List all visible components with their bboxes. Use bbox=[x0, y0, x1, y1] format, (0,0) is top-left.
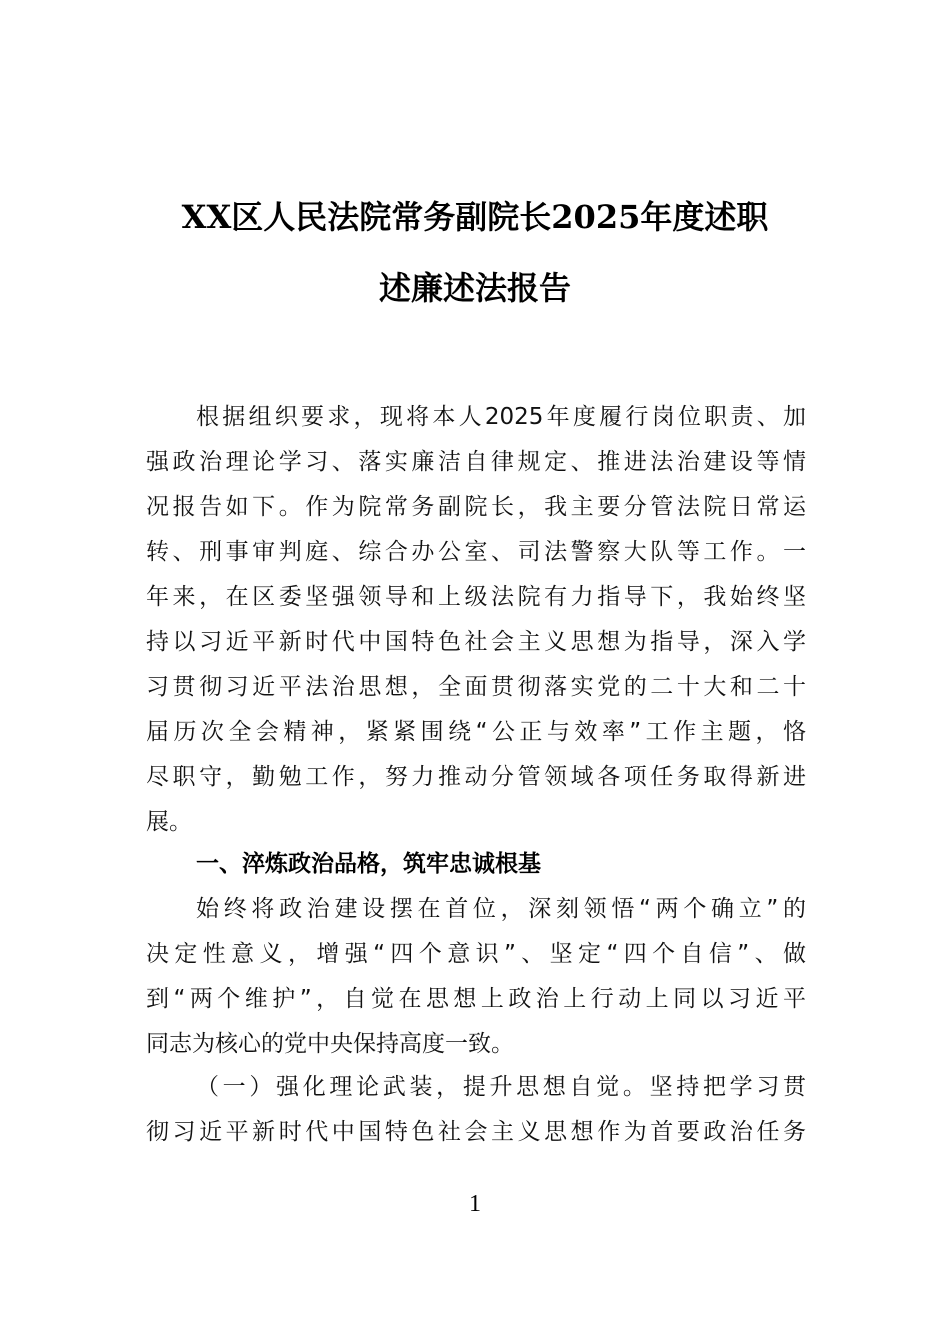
paragraph-line: 持以习近平新时代中国特色社会主义思想为指导，深入学 bbox=[146, 629, 806, 655]
document-title-line-1: XX区人民法院常务副院长2025年度述职 bbox=[181, 198, 769, 236]
subsection-lead-line: （一）强化理论武装，提升思想自觉。坚持把学习贯 bbox=[196, 1074, 806, 1100]
paragraph-line: 展。 bbox=[146, 809, 192, 835]
page-number: 1 bbox=[469, 1191, 481, 1217]
paragraph-line: 同志为核心的党中央保持高度一致。 bbox=[146, 1031, 514, 1057]
paragraph-line: 始终将政治建设摆在首位，深刻领悟“两个确立”的 bbox=[196, 896, 806, 922]
paragraph-line: 彻习近平新时代中国特色社会主义思想作为首要政治任务 bbox=[146, 1119, 806, 1145]
paragraph-line: 届历次全会精神，紧紧围绕“公正与效率”工作主题，恪 bbox=[146, 719, 806, 745]
paragraph-line: 转、刑事审判庭、综合办公室、司法警察大队等工作。一 bbox=[146, 539, 806, 565]
paragraph-line: 到“两个维护”，自觉在思想上政治上行动上同以习近平 bbox=[146, 986, 806, 1012]
paragraph-line: 年来，在区委坚强领导和上级法院有力指导下，我始终坚 bbox=[146, 584, 806, 610]
section-heading: 一、淬炼政治品格，筑牢忠诚根基 bbox=[196, 851, 541, 877]
document-title-line-2: 述廉述法报告 bbox=[378, 269, 571, 307]
paragraph-line: 决定性意义，增强“四个意识”、坚定“四个自信”、做 bbox=[146, 941, 806, 967]
paragraph-line: 尽职守，勤勉工作，努力推动分管领域各项任务取得新进 bbox=[146, 764, 806, 790]
paragraph-line: 况报告如下。作为院常务副院长，我主要分管法院日常运 bbox=[146, 494, 806, 520]
paragraph-line: 强政治理论学习、落实廉洁自律规定、推进法治建设等情 bbox=[146, 449, 806, 475]
paragraph-line: 习贯彻习近平法治思想，全面贯彻落实党的二十大和二十 bbox=[146, 674, 806, 700]
paragraph-line: 根据组织要求，现将本人2025年度履行岗位职责、加 bbox=[196, 404, 806, 430]
